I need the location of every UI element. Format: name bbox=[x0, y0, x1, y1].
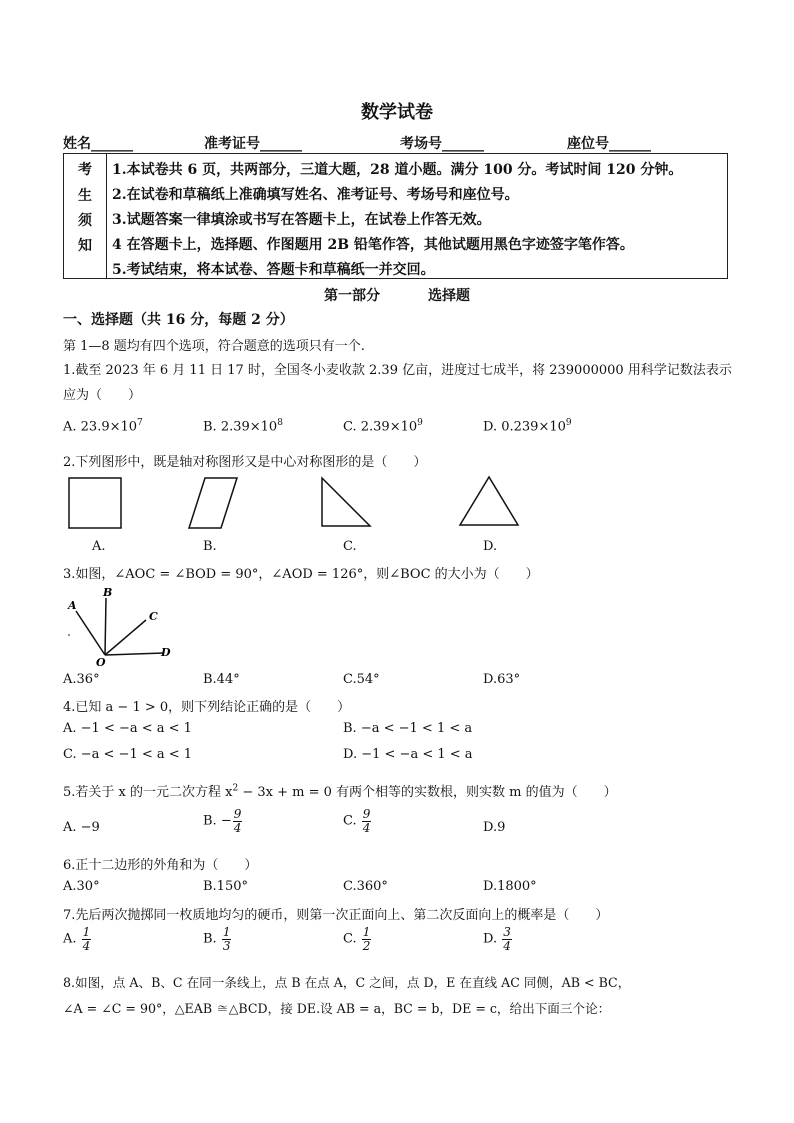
exam-room-field: 考场号______ bbox=[400, 136, 484, 152]
seat-number-field: 座位号______ bbox=[567, 136, 651, 152]
q4-option-a: A. −1 < −a < a < 1 bbox=[63, 721, 192, 736]
q2-stem: 2.下列图形中，既是轴对称图形又是中心对称图形的是（ ） bbox=[63, 455, 427, 470]
q2-option-c: C. bbox=[343, 539, 357, 554]
ray-oc bbox=[105, 620, 146, 655]
notice-line: 2.在试卷和草稿纸上准确填写姓名、准考证号、考场号和座位号。 bbox=[112, 187, 519, 203]
q1-stem-line2: 应为（ ） bbox=[63, 388, 142, 403]
q7-stem: 7.先后两次抛掷同一枚质地均匀的硬币，则第一次正面向上、第二次反面向上的概率是（ ） bbox=[63, 908, 609, 923]
q3-option-c: C.54° bbox=[343, 672, 380, 687]
page-title: 数学试卷 bbox=[361, 102, 433, 123]
q7-option-d: D. $\frac{3}{4}$ bbox=[483, 925, 511, 953]
square-shape bbox=[69, 478, 121, 528]
q3-option-d: D.63° bbox=[483, 672, 521, 687]
q5-option-c: C. $\frac{9}{4}$ bbox=[343, 807, 371, 835]
q1-option-a: A. $23.9\times 10^7$ bbox=[63, 418, 143, 435]
q6-option-c: C.360° bbox=[343, 879, 388, 894]
q3-stem: 3.如图，∠AOC = ∠BOD = 90°，∠AOD = 126°，则∠BOC 的大小为（ ） bbox=[63, 567, 539, 582]
q8-stem-line2: ∠A = ∠C = 90°，△EAB ≅△BCD，接 DE.设 AB = a，BC = b，DE = c，给出下面三个论： bbox=[63, 1001, 611, 1016]
label-a: A bbox=[68, 599, 77, 612]
notice-label-char: 须 bbox=[78, 213, 92, 229]
q7-option-c: C. $\frac{1}{2}$ bbox=[343, 925, 371, 953]
notice-label-char: 生 bbox=[78, 188, 92, 204]
q7-option-b: B. $\frac{1}{3}$ bbox=[203, 925, 231, 953]
q6-stem: 6.正十二边形的外角和为（ ） bbox=[63, 858, 258, 873]
parallelogram-shape bbox=[189, 478, 237, 528]
q2-option-a: A. bbox=[92, 539, 106, 554]
notice-line: 1.本试卷共 6 页，共两部分，三道大题，28 道小题。满分 100 分。考试时间 120 分钟。 bbox=[112, 162, 683, 178]
q1-stem-line1: 1.截至 2023 年 6 月 11 日 17 时，全国冬小麦收款 2.39 亿亩，进度过七成半，将 239000000 用科学记数法表示 bbox=[63, 363, 732, 378]
label-d: D bbox=[161, 646, 171, 659]
q6-option-b: B.150° bbox=[203, 879, 248, 894]
q5-option-d: D.9 bbox=[483, 820, 506, 835]
q3-option-a: A.36° bbox=[63, 672, 100, 687]
q1-option-d: D. $0.239\times 10^9$ bbox=[483, 418, 572, 435]
q4-option-b: B. −a < −1 < 1 < a bbox=[343, 721, 473, 736]
notice-line: 3.试题答案一律填涂或书写在答题卡上，在试卷上作答无效。 bbox=[112, 212, 491, 228]
q3-option-b: B.44° bbox=[203, 672, 240, 687]
q4-option-c: C. −a < −1 < a < 1 bbox=[63, 747, 193, 762]
part-number: 第一部分 bbox=[324, 288, 380, 304]
notice-line: 4 在答题卡上，选择题、作图题用 2B 铅笔作答，其他试题用黑色字迹签字笔作答。 bbox=[112, 237, 634, 253]
ray-ob bbox=[105, 598, 106, 655]
q6-option-a: A.30° bbox=[63, 879, 100, 894]
exam-id-field: 准考证号______ bbox=[204, 136, 302, 152]
label-c: C bbox=[149, 610, 158, 623]
notice-label-column bbox=[64, 154, 107, 278]
stray-dot bbox=[68, 634, 70, 636]
q5-stem: 5.若关于 x 的一元二次方程 $x^2 - 3x + m = 0$ 有两个相等的实数根，则实数 m 的值为（ ） bbox=[63, 783, 617, 800]
q3-angle-figure bbox=[60, 584, 190, 668]
label-b: B bbox=[103, 586, 113, 599]
q2-shapes-figure bbox=[60, 474, 540, 534]
q2-option-b: B. bbox=[203, 539, 217, 554]
notice-line: 5.考试结束，将本试卷、答题卡和草稿纸一并交回。 bbox=[112, 262, 435, 278]
q2-option-d: D. bbox=[483, 539, 498, 554]
q1-option-b: B. $2.39\times 10^8$ bbox=[203, 418, 283, 435]
q4-option-d: D. −1 < −a < 1 < a bbox=[343, 747, 473, 762]
notice-label-char: 考 bbox=[78, 162, 92, 178]
right-triangle-shape bbox=[322, 478, 370, 526]
part-title: 选择题 bbox=[428, 288, 470, 304]
q6-option-d: D.1800° bbox=[483, 879, 537, 894]
section-heading: 一、选择题（共 16 分，每题 2 分） bbox=[63, 312, 294, 328]
ray-od bbox=[105, 653, 164, 655]
name-field: 姓名______ bbox=[63, 136, 133, 152]
q1-option-c: C. $2.39\times 10^9$ bbox=[343, 418, 423, 435]
ray-oa bbox=[76, 611, 105, 655]
part-header bbox=[0, 285, 794, 305]
candidate-notice-box bbox=[63, 153, 728, 279]
label-o: O bbox=[96, 656, 106, 669]
q5-option-b: B. − $\frac{9}{4}$ bbox=[203, 807, 242, 835]
section-intro: 第 1—8 题均有四个选项，符合题意的选项只有一个. bbox=[63, 339, 365, 354]
notice-label-char: 知 bbox=[78, 238, 92, 254]
q7-option-a: A. $\frac{1}{4}$ bbox=[63, 925, 91, 953]
triangle-shape bbox=[460, 477, 518, 525]
q5-option-a: A. −9 bbox=[63, 820, 100, 835]
q4-stem: 4.已知 a − 1 > 0，则下列结论正确的是（ ） bbox=[63, 700, 351, 715]
q8-stem-line1: 8.如图，点 A、B、C 在同一条线上，点 B 在点 A，C 之间，点 D，E 在直线 AC 同侧，AB < BC， bbox=[63, 975, 631, 990]
